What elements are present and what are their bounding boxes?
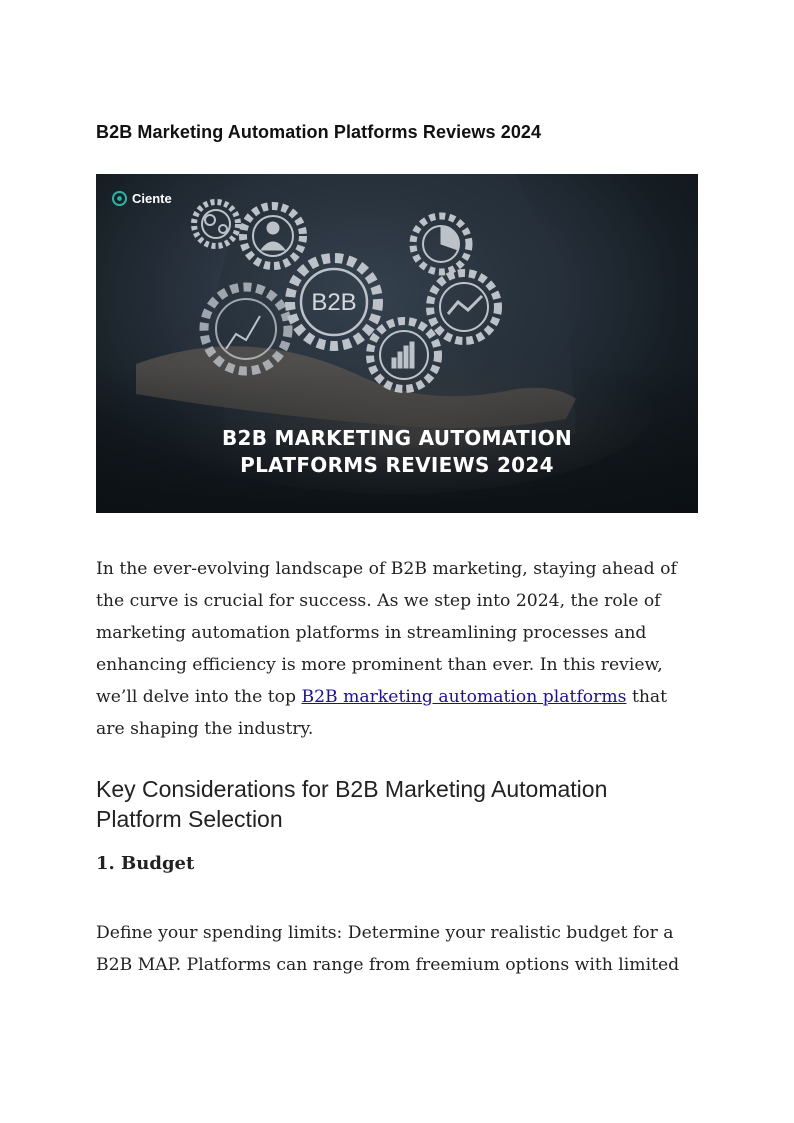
brand-name: Ciente	[132, 191, 172, 206]
gears-icon	[194, 202, 238, 246]
hero-headline-line1: B2B MARKETING AUTOMATION	[221, 426, 573, 450]
intro-text-end: that are shaping the industry.	[96, 687, 668, 739]
section-heading: Key Considerations for B2B Marketing Automation Platform Selection	[96, 776, 608, 832]
intro-text: In the ever-evolving landscape of B2B marketing, staying ahead of the curve is crucial for success. As we step into 2024, the role of marketing automation platforms in streamlining processes and enhancing efficiency is more prominent than ever. In this review, we’ll delve into the top	[96, 559, 677, 707]
budget-paragraph: Define your spending limits: Determine your realistic budget for a B2B MAP. Platforms can range from freemium options with limited	[96, 923, 680, 975]
subsection-heading-budget: 1. Budget	[96, 853, 195, 874]
b2b-platforms-link[interactable]: B2B marketing automation platforms	[301, 687, 627, 707]
hero-image	[96, 174, 698, 513]
ciente-logo-icon	[112, 191, 127, 206]
document-title: B2B Marketing Automation Platforms Reviews 2024	[96, 122, 542, 142]
ciente-logo	[112, 191, 172, 206]
hero-headline-line2: PLATFORMS REVIEWS 2024	[240, 453, 554, 477]
intro-paragraph	[96, 553, 696, 745]
b2b-gear-label: B2B	[311, 289, 357, 316]
